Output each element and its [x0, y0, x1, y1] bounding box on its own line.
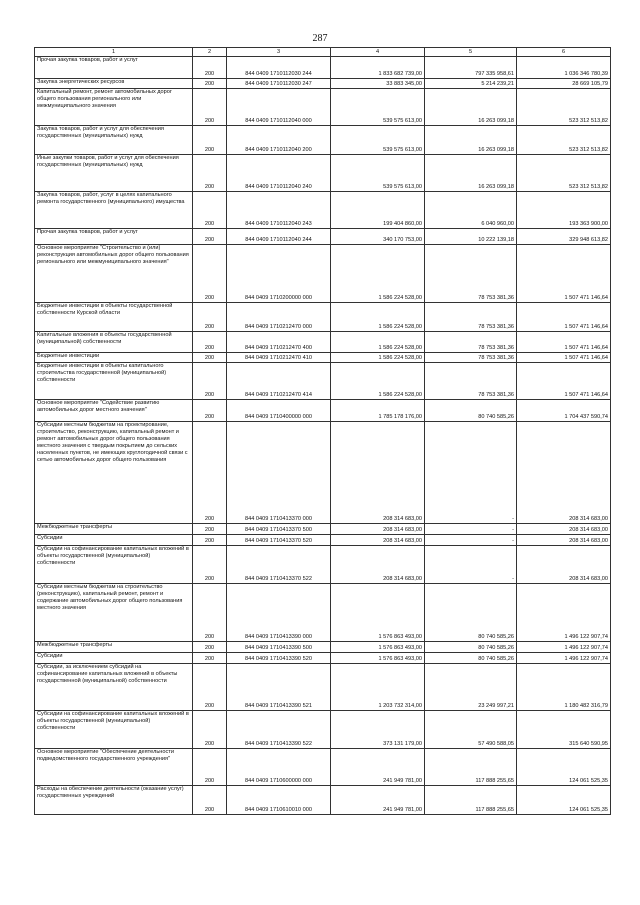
row-value-4: 33 883 345,00	[331, 79, 425, 89]
row-col2: 200	[193, 584, 227, 642]
row-code: 844 0409 1710413370 000	[227, 422, 331, 524]
column-header: 5	[425, 48, 517, 57]
table-row	[35, 786, 611, 815]
row-code: 844 0409 1710212470 414	[227, 363, 331, 400]
table-row	[35, 546, 611, 584]
row-col2: 200	[193, 363, 227, 400]
row-value-6: 1 180 482 316,79	[517, 664, 611, 711]
row-value-5: 80 740 585,26	[425, 584, 517, 642]
row-name: Субсидии на софинансирование капитальных вложений в объекты государственной (муниципальной) собственности	[35, 546, 193, 584]
row-code: 844 0409 1710112040 240	[227, 155, 331, 192]
row-value-6: 523 312 513,82	[517, 126, 611, 155]
row-value-4: 1 785 178 176,00	[331, 400, 425, 422]
row-code: 844 0409 1710413370 522	[227, 546, 331, 584]
row-name: Прочая закупка товаров, работ и услуг	[35, 229, 193, 245]
row-code: 844 0409 1710112030 247	[227, 79, 331, 89]
row-value-4: 199 404 860,00	[331, 192, 425, 229]
row-name: Бюджетные инвестиции в объекты государственной собственности Курской области	[35, 303, 193, 332]
row-name: Межбюджетные трансферты	[35, 642, 193, 653]
row-code: 844 0409 1710413390 000	[227, 584, 331, 642]
row-code: 844 0409 1710413390 520	[227, 653, 331, 664]
row-value-5: 16 263 099,18	[425, 126, 517, 155]
table-row	[35, 192, 611, 229]
row-value-4: 208 314 683,00	[331, 535, 425, 546]
row-col2: 200	[193, 653, 227, 664]
table-row	[35, 664, 611, 711]
row-value-6: 1 704 437 590,74	[517, 400, 611, 422]
row-value-6: 208 314 683,00	[517, 524, 611, 535]
table-row	[35, 524, 611, 535]
table-row	[35, 353, 611, 363]
row-col2: 200	[193, 229, 227, 245]
row-value-6: 1 507 471 146,64	[517, 245, 611, 303]
table-row	[35, 584, 611, 642]
column-header: 6	[517, 48, 611, 57]
table-row	[35, 89, 611, 126]
row-value-6: 1 496 122 907,74	[517, 642, 611, 653]
row-value-4: 373 131 179,00	[331, 711, 425, 749]
table-row	[35, 535, 611, 546]
row-value-4: 1 586 224 528,00	[331, 245, 425, 303]
column-header: 4	[331, 48, 425, 57]
row-code: 844 0409 1710400000 000	[227, 400, 331, 422]
table-row	[35, 422, 611, 524]
row-col2: 200	[193, 535, 227, 546]
row-value-4: 1 586 224 528,00	[331, 303, 425, 332]
table-row	[35, 79, 611, 89]
row-code: 844 0409 1710413390 522	[227, 711, 331, 749]
row-code: 844 0409 1710112040 200	[227, 126, 331, 155]
row-col2: 200	[193, 642, 227, 653]
row-col2: 200	[193, 332, 227, 353]
row-value-5: 797 335 958,61	[425, 57, 517, 79]
row-value-6: 28 669 105,79	[517, 79, 611, 89]
row-value-5: -	[425, 546, 517, 584]
row-value-4: 1 203 732 314,00	[331, 664, 425, 711]
row-col2: 200	[193, 422, 227, 524]
row-col2: 200	[193, 353, 227, 363]
row-value-5: 57 490 588,05	[425, 711, 517, 749]
row-value-4: 241 949 781,00	[331, 786, 425, 815]
table-row	[35, 332, 611, 353]
row-code: 844 0409 1710112040 243	[227, 192, 331, 229]
row-value-5: 23 249 997,21	[425, 664, 517, 711]
row-value-6: 208 314 683,00	[517, 535, 611, 546]
row-col2: 200	[193, 155, 227, 192]
row-code: 844 0409 1710112030 244	[227, 57, 331, 79]
table-header-row	[35, 48, 611, 57]
row-col2: 200	[193, 57, 227, 79]
row-value-6: 1 496 122 907,74	[517, 584, 611, 642]
page-number: 287	[312, 33, 328, 44]
row-col2: 200	[193, 303, 227, 332]
row-value-4: 1 586 224 528,00	[331, 363, 425, 400]
row-code: 844 0409 1710212470 410	[227, 353, 331, 363]
row-col2: 200	[193, 711, 227, 749]
row-value-4: 539 575 613,00	[331, 155, 425, 192]
row-value-6: 1 507 471 146,64	[517, 303, 611, 332]
row-value-6: 1 496 122 907,74	[517, 653, 611, 664]
row-value-4: 1 586 224 528,00	[331, 353, 425, 363]
row-code: 844 0409 1710200000 000	[227, 245, 331, 303]
row-value-5: 10 222 139,18	[425, 229, 517, 245]
row-col2: 200	[193, 524, 227, 535]
table-row	[35, 126, 611, 155]
row-name: Основное мероприятие "Обеспечение деятельности подведомственного государственного учреждения"	[35, 749, 193, 786]
row-value-5: -	[425, 524, 517, 535]
row-value-5: 78 753 381,36	[425, 245, 517, 303]
row-value-5: 78 753 381,36	[425, 363, 517, 400]
row-name: Закупка товаров, работ, услуг в целях капитального ремонта государственного (муниципального) имущества	[35, 192, 193, 229]
row-code: 844 0409 1710413370 520	[227, 535, 331, 546]
row-value-4: 208 314 683,00	[331, 422, 425, 524]
row-col2: 200	[193, 126, 227, 155]
row-name: Иные закупки товаров, работ и услуг для обеспечения государственных (муниципальных) нужд	[35, 155, 193, 192]
row-value-5: 117 888 255,65	[425, 786, 517, 815]
budget-table	[34, 47, 611, 815]
table-row	[35, 245, 611, 303]
row-code: 844 0409 1710610010 000	[227, 786, 331, 815]
row-value-5: 6 040 960,00	[425, 192, 517, 229]
row-value-6: 1 507 471 146,64	[517, 353, 611, 363]
row-name: Бюджетные инвестиции	[35, 353, 193, 363]
row-name: Субсидии	[35, 653, 193, 664]
row-value-6: 1 507 471 146,64	[517, 332, 611, 353]
row-value-5: 80 740 585,26	[425, 642, 517, 653]
column-header: 3	[227, 48, 331, 57]
row-value-6: 208 314 683,00	[517, 546, 611, 584]
row-col2: 200	[193, 664, 227, 711]
row-name: Прочая закупка товаров, работ и услуг	[35, 57, 193, 79]
row-name: Капитальный ремонт, ремонт автомобильных дорог общего пользования регионального или межмуниципального значения	[35, 89, 193, 126]
row-value-5: 78 753 381,36	[425, 353, 517, 363]
column-header: 1	[35, 48, 193, 57]
row-value-4: 340 170 753,00	[331, 229, 425, 245]
row-value-6: 124 061 525,35	[517, 786, 611, 815]
row-code: 844 0409 1710600000 000	[227, 749, 331, 786]
row-value-4: 1 833 682 739,00	[331, 57, 425, 79]
row-code: 844 0409 1710112040 000	[227, 89, 331, 126]
table-row	[35, 155, 611, 192]
row-value-5: 117 888 255,65	[425, 749, 517, 786]
row-value-5: 78 753 381,36	[425, 303, 517, 332]
row-value-6: 315 640 590,95	[517, 711, 611, 749]
row-col2: 200	[193, 79, 227, 89]
row-name: Субсидии на софинансирование капитальных вложений в объекты государственной (муниципальной) собственности	[35, 711, 193, 749]
table-row	[35, 400, 611, 422]
row-value-4: 208 314 683,00	[331, 524, 425, 535]
row-value-5: -	[425, 422, 517, 524]
row-name: Субсидии	[35, 535, 193, 546]
row-col2: 200	[193, 546, 227, 584]
table-row	[35, 57, 611, 79]
row-code: 844 0409 1710212470 000	[227, 303, 331, 332]
row-code: 844 0409 1710413390 521	[227, 664, 331, 711]
column-header: 2	[193, 48, 227, 57]
row-value-4: 1 576 863 493,00	[331, 584, 425, 642]
row-value-5: 78 753 381,36	[425, 332, 517, 353]
row-name: Капитальные вложения в объекты государственной (муниципальной) собственности	[35, 332, 193, 353]
row-code: 844 0409 1710413370 500	[227, 524, 331, 535]
row-code: 844 0409 1710413390 500	[227, 642, 331, 653]
row-col2: 200	[193, 400, 227, 422]
row-value-4: 208 314 683,00	[331, 546, 425, 584]
row-value-6: 208 314 683,00	[517, 422, 611, 524]
row-value-4: 241 949 781,00	[331, 749, 425, 786]
row-value-5: -	[425, 535, 517, 546]
row-col2: 200	[193, 89, 227, 126]
row-value-6: 1 507 471 146,64	[517, 363, 611, 400]
row-name: Бюджетные инвестиции в объекты капитального строительства государственной (муниципальной) собственности	[35, 363, 193, 400]
row-value-6: 523 312 513,82	[517, 155, 611, 192]
row-name: Закупка товаров, работ и услуг для обеспечения государственных (муниципальных) нужд	[35, 126, 193, 155]
row-name: Субсидии местным бюджетам на проектирование, строительство, реконструкцию, капитальный ремонт и ремонт автомобильных дорог общего пользования местного значения с твердым покрытием до сельских населенных пунктов, не имеющих круглогодичной связи с сетью автомобильных дорог общего пользования	[35, 422, 193, 524]
row-code: 844 0409 1710212470 400	[227, 332, 331, 353]
row-value-5: 5 214 239,21	[425, 79, 517, 89]
table-row	[35, 653, 611, 664]
row-value-6: 124 061 525,35	[517, 749, 611, 786]
row-name: Основное мероприятие "Строительство и (или) реконструкция автомобильных дорог общего пользования регионального или межмуниципального значения"	[35, 245, 193, 303]
row-value-5: 80 740 585,26	[425, 653, 517, 664]
table-row	[35, 363, 611, 400]
row-name: Расходы на обеспечение деятельности (оказание услуг) государственных учреждений	[35, 786, 193, 815]
row-col2: 200	[193, 245, 227, 303]
row-value-5: 16 263 099,18	[425, 155, 517, 192]
row-code: 844 0409 1710112040 244	[227, 229, 331, 245]
table-row	[35, 303, 611, 332]
row-value-4: 539 575 613,00	[331, 126, 425, 155]
row-name: Закупка энергетических ресурсов	[35, 79, 193, 89]
row-col2: 200	[193, 786, 227, 815]
row-col2: 200	[193, 192, 227, 229]
table-row	[35, 642, 611, 653]
row-value-6: 1 036 346 780,39	[517, 57, 611, 79]
row-name: Основное мероприятие "Содействие развитию автомобильных дорог местного значения"	[35, 400, 193, 422]
row-value-6: 523 312 513,82	[517, 89, 611, 126]
row-value-4: 539 575 613,00	[331, 89, 425, 126]
row-value-4: 1 586 224 528,00	[331, 332, 425, 353]
row-value-5: 16 263 099,18	[425, 89, 517, 126]
row-value-6: 329 948 613,82	[517, 229, 611, 245]
row-name: Межбюджетные трансферты	[35, 524, 193, 535]
row-col2: 200	[193, 749, 227, 786]
row-value-4: 1 576 863 493,00	[331, 653, 425, 664]
row-name: Субсидии местным бюджетам на строительство (реконструкцию), капитальный ремонт, ремонт и содержание автомобильных дорог общего пользования местного значения	[35, 584, 193, 642]
table-row	[35, 229, 611, 245]
row-value-4: 1 576 863 493,00	[331, 642, 425, 653]
row-value-5: 80 740 585,26	[425, 400, 517, 422]
row-value-6: 193 363 900,00	[517, 192, 611, 229]
table-row	[35, 749, 611, 786]
table-row	[35, 711, 611, 749]
row-name: Субсидии, за исключением субсидий на софинансирование капитальных вложений в объекты государственной (муниципальной) собственности	[35, 664, 193, 711]
